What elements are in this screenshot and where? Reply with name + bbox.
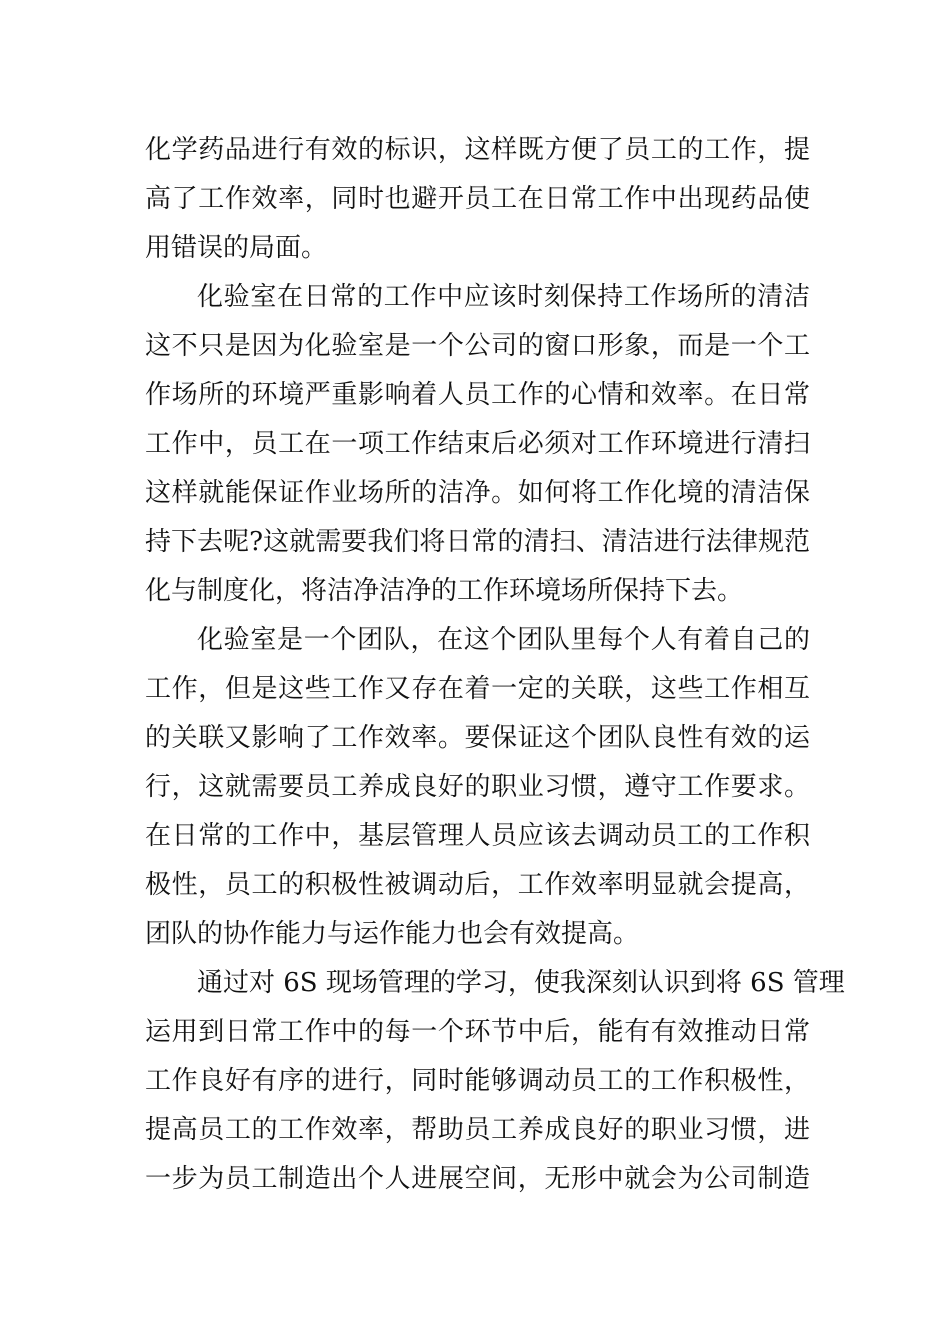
text-line: 一步为员工制造出个人进展空间，无形中就会为公司制造	[145, 1164, 810, 1194]
paragraph-4	[145, 959, 845, 1204]
paragraph-1	[145, 126, 810, 273]
text-line: 化验室是一个团队，在这个团队里每个人有着自己的	[197, 625, 810, 655]
text-line: 通过对 6S 现场管理的学习，使我深刻认识到将 6S 管理	[197, 968, 845, 998]
text-line: 团队的协作能力与运作能力也会有效提高。	[145, 919, 640, 949]
text-line: 在日常的工作中，基层管理人员应该去调动员工的工作积	[145, 821, 810, 851]
paragraph-2	[145, 273, 810, 616]
text-line: 工作，但是这些工作又存在着一定的关联，这些工作相互	[145, 674, 810, 704]
text-line: 这不只是因为化验室是一个公司的窗口形象，而是一个工	[145, 331, 810, 361]
text-line: 极性，员工的积极性被调动后，工作效率明显就会提高，	[145, 870, 810, 900]
text-line: 工作良好有序的进行，同时能够调动员工的工作积极性，	[145, 1066, 810, 1096]
text-line: 运用到日常工作中的每一个环节中后，能有有效推动日常	[145, 1017, 810, 1047]
document-body	[145, 126, 845, 1204]
text-line: 高了工作效率，同时也避开员工在日常工作中出现药品使	[145, 184, 810, 214]
text-line: 提高员工的工作效率，帮助员工养成良好的职业习惯，进	[145, 1115, 810, 1145]
text-line: 作场所的环境严重影响着人员工作的心情和效率。在日常	[145, 380, 810, 410]
text-line: 行，这就需要员工养成良好的职业习惯，遵守工作要求。	[145, 772, 810, 802]
text-line: 工作中，员工在一项工作结束后必须对工作环境进行清扫	[145, 429, 810, 459]
text-line: 持下去呢?这就需要我们将日常的清扫、清洁进行法律规范	[145, 527, 810, 557]
text-line: 化与制度化，将洁净洁净的工作环境场所保持下去。	[145, 576, 744, 606]
text-line: 这样就能保证作业场所的洁净。如何将工作化境的清洁保	[145, 478, 810, 508]
text-line: 化学药品进行有效的标识，这样既方便了员工的工作，提	[145, 135, 810, 165]
text-line: 的关联又影响了工作效率。要保证这个团队良性有效的运	[145, 723, 810, 753]
text-line: 用错误的局面。	[145, 233, 328, 263]
paragraph-3	[145, 616, 810, 959]
text-line: 化验室在日常的工作中应该时刻保持工作场所的清洁	[197, 282, 810, 312]
